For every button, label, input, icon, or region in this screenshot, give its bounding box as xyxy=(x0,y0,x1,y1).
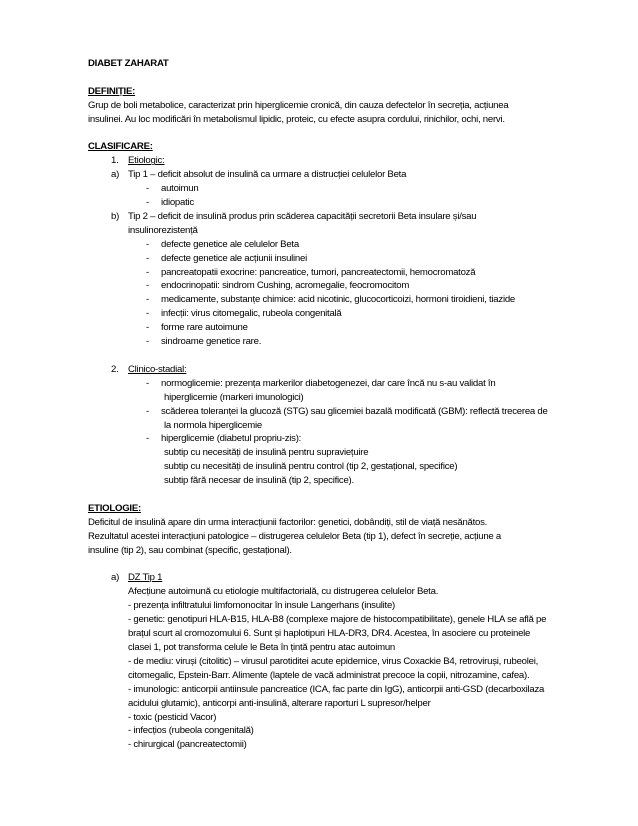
list-item xyxy=(88,363,608,377)
paragraph-line: Afecțiune autoimună cu etiologie multifactorială, cu distrugerea celulelor Beta. xyxy=(128,586,439,598)
paragraph-line: Rezultatul acestei interacțiuni patologice – distrugerea celulelor Beta (tip 1), defect în secreție, acțiune a xyxy=(88,530,501,542)
list-item xyxy=(88,571,608,585)
paragraph-line: Deficitul de insulină apare din urma interacțiunii factorilor: genetici, dobândiți, stil de viață nesănătos. xyxy=(88,516,488,528)
list-item xyxy=(88,168,608,182)
list-item: - infecții: virus citomegalic, rubeola congenitală xyxy=(146,308,342,320)
list-number: 2. xyxy=(111,363,119,375)
list-text: hiperglicemie (diabetul propriu-zis): xyxy=(161,433,302,445)
list-item xyxy=(88,154,608,168)
list-item: - defecte genetice ale acțiunii insulinei xyxy=(146,252,307,264)
list-item: - pancreatopatii exocrine: pancreatice, tumori, pancreatectomii, hemocromatoză xyxy=(146,266,476,278)
document-title: DIABET ZAHARAT xyxy=(88,58,169,69)
paragraph-line: Grup de boli metabolice, caracterizat prin hiperglicemie cronică, din cauza defectelor în secreția, acțiunea xyxy=(88,99,509,111)
list-text: scăderea toleranței la glucoză (STG) sau glicemiei bazală modificată (GBM): reflectă trecerea de xyxy=(161,405,548,417)
paragraph-line: - imunologic: anticorpii antiinsule pancreatice (ICA, fac parte din IgG), anticorpii anti-GSD (decarboxilaza xyxy=(128,683,545,695)
paragraph-line: insuline (tip 2), sau combinat (specific, gestațional). xyxy=(88,544,292,556)
list-text: pancreatopatii exocrine: pancreatice, tumori, pancreatectomii, hemocromatoză xyxy=(161,266,476,278)
list-item: - hiperglicemie (diabetul propriu-zis): xyxy=(146,433,302,445)
paragraph-line: - de mediu: viruși (citolitic) – virusul parotiditei acute epidemice, virus Coxackie B4, retroviruși, rubeolei, xyxy=(128,655,539,667)
list-continuation: la normola hiperglicemie xyxy=(164,419,262,431)
list-item: - normoglicemie: prezența markerilor diabetogenezei, dar care încă nu s-au validat în xyxy=(146,377,496,389)
list-item: - idiopatic xyxy=(146,197,194,209)
paragraph-line: - genetic: genotipuri HLA-B15, HLA-B8 (complexe majore de histocompatibilitate), genele HLA se află pe xyxy=(128,614,547,626)
list-letter: b) xyxy=(111,210,120,222)
list-continuation: hiperglicemie (markeri imunologici) xyxy=(164,391,304,403)
paragraph-line: citomegalic, Epstein-Barr. Alimente (laptele de vacă administrat precoce la copii, nitrozamine, cafea). xyxy=(128,669,530,681)
list-item: - forme rare autoimune xyxy=(146,322,248,334)
paragraph-line: clasei 1, pot transforma celule le Beta în țintă pentru atac autoimun xyxy=(128,641,395,653)
list-text: forme rare autoimune xyxy=(161,322,248,334)
etiologie-heading: ETIOLOGIE: xyxy=(88,502,141,514)
clinico-label: Clinico-stadial: xyxy=(128,363,187,375)
list-text: normoglicemie: prezența markerilor diabetogenezei, dar care încă nu s-au validat în xyxy=(161,377,496,389)
list-continuation: insulinorezistență xyxy=(128,224,198,236)
list-text: defecte genetice ale acțiunii insulinei xyxy=(161,252,307,264)
list-text: infecții: virus citomegalic, rubeola congenitală xyxy=(161,308,342,320)
paragraph-line: insulinei. Au loc modificări în metabolismul lipidic, proteic, cu efecte asupra cordului, rinichilor, ochi, nervi. xyxy=(88,113,505,125)
list-letter: a) xyxy=(111,572,120,584)
definitie-heading: DEFINIȚIE: xyxy=(88,85,136,97)
paragraph-line: brațul scurt al cromozomului 6. Sunt și haplotipuri HLA-DR3, DR4. Acestea, în asociere cu proteinele xyxy=(128,628,531,640)
list-text: Tip 2 – deficit de insulină produs prin scăderea capacității secretorii Beta insulare și/sau xyxy=(128,210,477,222)
list-item: - endocrinopatii: sindrom Cushing, acromegalie, feocromocitom xyxy=(146,280,410,292)
paragraph-line: acidului glutamic), anticorpi anti-insulină, alterare raporturi L supresor/helper xyxy=(128,697,431,709)
paragraph-line: - chirurgical (pancreatectomii) xyxy=(128,739,247,751)
list-text: defecte genetice ale celulelor Beta xyxy=(161,238,299,250)
sub-item: subtip cu necesități de insulină pentru control (tip 2, gestațional, specifice) xyxy=(164,461,458,473)
document-page xyxy=(88,57,608,752)
paragraph-line: - prezența infiltratului limfomonocitar în insule Langerhans (insulite) xyxy=(128,600,396,612)
sub-item: subtip fără necesar de insulină (tip 2, specifice). xyxy=(164,475,354,487)
list-item: - autoimun xyxy=(146,183,199,195)
dz-tip1-label: DZ Tip 1 xyxy=(128,572,163,584)
list-item: - scăderea toleranței la glucoză (STG) sau glicemiei bazală modificată (GBM): reflectă trecerea de xyxy=(146,405,548,417)
list-letter: a) xyxy=(111,169,120,181)
list-text: idiopatic xyxy=(161,197,194,209)
list-text: Tip 1 – deficit absolut de insulină ca urmare a distrucției celulelor Beta xyxy=(128,169,407,181)
list-text: autoimun xyxy=(161,183,199,195)
list-text: endocrinopatii: sindrom Cushing, acromegalie, feocromocitom xyxy=(161,280,410,292)
list-text: sindroame genetice rare. xyxy=(161,336,262,348)
paragraph-line: - infecțios (rubeola congenitală) xyxy=(128,725,254,737)
list-item: - medicamente, substanțe chimice: acid nicotinic, glucocorticoizi, hormoni tiroidieni, tiazide xyxy=(146,294,515,306)
etiologic-label: Etiologic: xyxy=(128,155,165,167)
list-item xyxy=(88,210,608,224)
clasificare-heading: CLASIFICARE: xyxy=(88,141,153,153)
sub-item: subtip cu necesități de insulină pentru supraviețuire xyxy=(164,447,369,459)
paragraph-line: - toxic (pesticid Vacor) xyxy=(128,711,217,723)
list-item: - defecte genetice ale celulelor Beta xyxy=(146,238,299,250)
list-item: - sindroame genetice rare. xyxy=(146,336,262,348)
list-number: 1. xyxy=(111,155,119,167)
list-text: medicamente, substanțe chimice: acid nicotinic, glucocorticoizi, hormoni tiroidieni, tiazide xyxy=(161,294,515,306)
